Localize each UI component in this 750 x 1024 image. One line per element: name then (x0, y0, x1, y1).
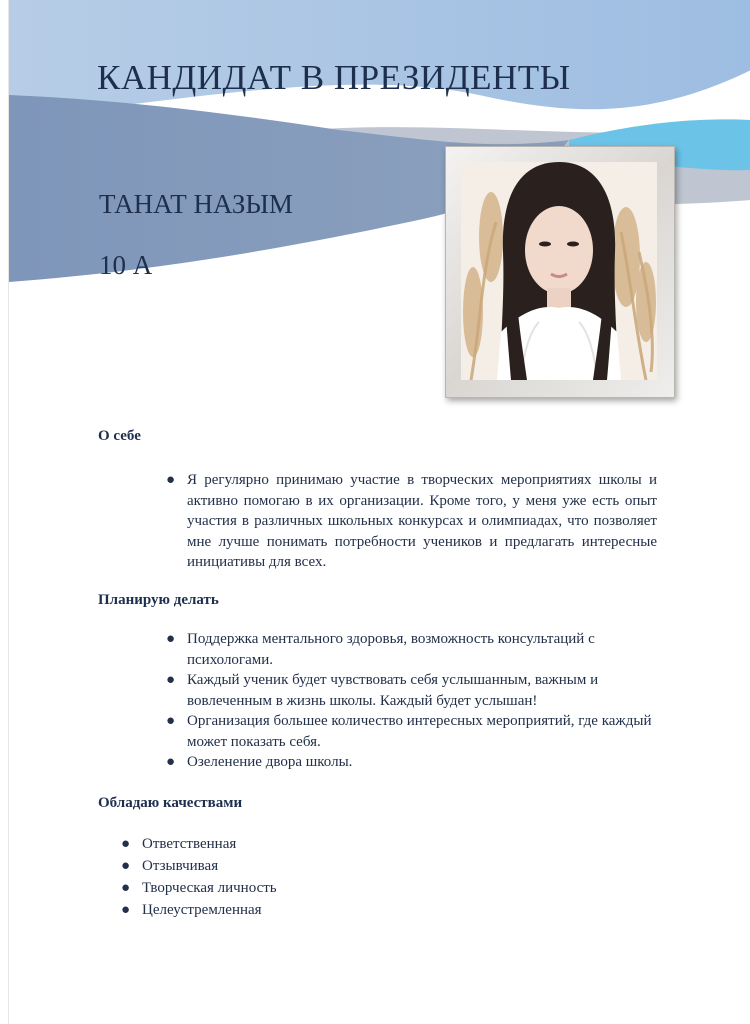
list-item: ● Поддержка ментального здоровья, возможность консультаций с психологами. (166, 631, 595, 668)
bullet-icon: ● (121, 880, 131, 896)
bullet-icon: ● (166, 631, 176, 647)
bullet-icon: ● (166, 713, 176, 729)
bullet-icon: ● (166, 672, 176, 688)
bullet-icon: ● (121, 836, 131, 852)
list-item: ● Каждый ученик будет чувствовать себя услышанным, важным и вовлеченным в жизнь школы. Каждый будет услышан! (166, 672, 599, 709)
qualities-list (121, 833, 542, 921)
list-item: ● Озеленение двора школы. (187, 752, 661, 773)
candidate-grade: 10 А (99, 250, 153, 280)
candidate-portrait-photo (461, 162, 657, 380)
candidate-name: ТАНАТ НАЗЫМ (99, 189, 293, 219)
list-item: ● Ответственная (142, 833, 542, 855)
about-list (166, 470, 657, 573)
list-item: ● Я регулярно принимаю участие в творческих мероприятиях школы и активно помогаю в их организации. Кроме того, у меня уже есть опыт участия в различных школьных конкурсах и олимпиадах, что позволяет мне лучше понимать потребности учеников и предлагать интересные инициативы для всех. (166, 472, 657, 570)
bullet-icon: ● (121, 902, 131, 918)
list-item: ● Творческая личность (142, 877, 542, 899)
candidate-page (8, 0, 750, 1024)
bullet-icon: ● (166, 472, 176, 488)
list-item: ● Целеустремленная (142, 899, 542, 921)
qualities-heading: Обладаю качествами (98, 795, 243, 811)
plans-list (166, 629, 661, 773)
photo-frame (445, 146, 675, 398)
bullet-icon: ● (121, 858, 131, 874)
page-title: КАНДИДАТ В ПРЕЗИДЕНТЫ (97, 58, 571, 97)
plans-heading: Планирую делать (98, 592, 219, 608)
list-item: ● Организация большее количество интересных мероприятий, где каждый может показать себя. (166, 713, 652, 750)
list-item: ● Отзывчивая (142, 855, 542, 877)
bullet-icon: ● (166, 754, 176, 770)
about-heading: О себе (98, 428, 141, 444)
